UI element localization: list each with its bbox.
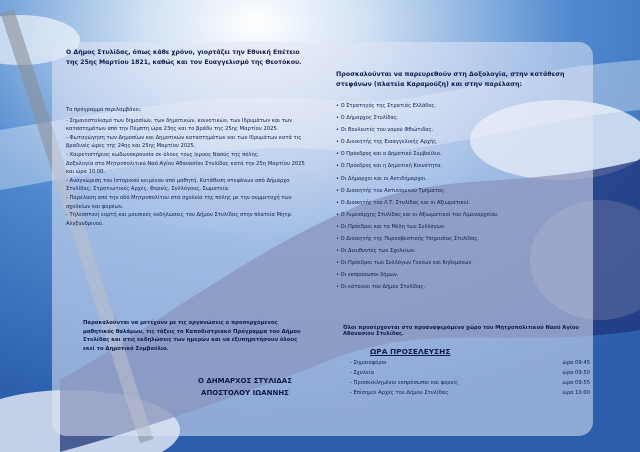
- program-item: - Φωταγώγηση των Δημοσίων και Δημοτικών καταστημάτων και των Ιδρυμάτων κατά τις βραδινές ώρες της 24ης και 25ης Μαρτίου 2025.: [66, 134, 302, 150]
- right-column: [336, 70, 581, 294]
- invitee-item: • Ο Στρατηγός της Στρατιάς Ελλάδος.: [336, 100, 581, 112]
- left-column: [66, 48, 311, 228]
- invitee-item: • Οι κάτοικοι του Δήμου Στυλίδας.: [336, 281, 581, 293]
- schedule-time: ώρα 10:00: [562, 390, 590, 396]
- invitee-item: • Οι εκπρόσωποι δήμων.: [336, 269, 581, 281]
- schedule-label: - Σχολεία: [350, 370, 375, 376]
- program-item: - Σημαιοστολισμό των δημοσίων, των δημοτικών, κοινοτικών, των Ιδρυμάτων και των καταστημάτων από την Πέμπτη ώρα 23ης και το βράδυ της 25ης Μαρτίου 2025.: [66, 117, 293, 133]
- invitee-item: • Ο Πρόεδρος και η Δημοτική Κοινότητα.: [336, 160, 581, 172]
- schedule-row: [350, 360, 590, 370]
- program-title: Το πρόγραμμα περιλαμβάνει:: [66, 107, 142, 113]
- signature-title: Ο ΔΗΜΑΡΧΟΣ ΣΤΥΛΙΔΑΣ: [197, 377, 292, 385]
- schedule-time: ώρα 09:55: [562, 380, 590, 386]
- invitee-item: • Ο Διοικητής της Εισαγγελικής Αρχής.: [336, 136, 581, 148]
- intro-paragraph: Ο Δήμος Στυλίδας, όπως κάθε χρόνο, γιορτάζει την Εθνική Επέτειο της 25ης Μαρτίου 1821, καθώς και τον Ευαγγελισμό της Θεοτόκου.: [66, 49, 302, 66]
- signature-block: [185, 375, 305, 399]
- invite-heading: Προσκαλούνται να παρευρεθούν στη Δοξολογία, στην κατάθεση στεφάνων (πλατεία Καραμούζη) και στην παρέλαση:: [336, 71, 565, 88]
- program-item: - Αναγνώριση του Ιστορικού κειμένου από μαθητή. Κατάθεση στεφάνων από Δήμαρχο Στυλίδας, Στρατιωτικές Αρχές, Φορείς, Συλλόγους, Σωματεία.: [66, 177, 290, 193]
- invite-footer: Όλοι προσέρχονται στο προαναφερόμενο χώρο του Μητροπολιτικού Ναού Αγίου Αθανασίου Στυλίδας.: [343, 325, 579, 337]
- invitee-item: • Οι Πρόεδροι και τα Μέλη των Συλλόγων.: [336, 221, 581, 233]
- schedule-table: [350, 360, 590, 400]
- invitee-item: • Ο Διοικητής του Λ.Τ. Στυλίδας και οι Αξιωματικοί.: [336, 197, 581, 209]
- invitee-item: • Ο Διοικητής του Αστυνομικού Τμήματος.: [336, 185, 581, 197]
- invitee-item: • Ο Λιμενάρχης Στυλίδας και οι Αξιωματικοί του Λιμεναρχείου.: [336, 209, 581, 221]
- invitee-item: • Ο Διοικητής της Πυροσβεστικής Υπηρεσίας Στυλίδας.: [336, 233, 581, 245]
- schedule-title: ΩΡΑ ΠΡΟΣΕΛΕΥΣΗΣ: [370, 347, 451, 356]
- invitee-item: • Ο Δήμαρχος Στυλίδας.: [336, 112, 581, 124]
- invitee-item: • Οι Δήμαρχοι και οι Αντιδήμαρχοι.: [336, 173, 581, 185]
- program-item: - Χαιρετιστήριος κωδωνοκρουσία σε όλους τους Ιερούς Ναούς της πόλης.: [66, 151, 260, 158]
- schedule-row: [350, 380, 590, 390]
- program-item: - Τηλεοπτική εορτή και μουσικές εκδηλώσεις του Δήμου Στυλίδας στην πλατεία Μητρ. Αλεξανδρινού.: [66, 212, 293, 227]
- schedule-row: [350, 370, 590, 380]
- schedule-label: - Προσκεκλημένοι εκπρόσωποι και φορείς: [350, 380, 459, 386]
- schedule-row: [350, 390, 590, 400]
- invitee-item: • Οι Πρόεδροι των Συλλόγων Γονέων και Κηδεμόνων.: [336, 257, 581, 269]
- schedule-label: - Σημαιοφόροι: [350, 360, 387, 366]
- program-item: - Παρέλαση από την οδό Μητροπολίτου στα σχολεία της πόλης με την συμμετοχή των σχολείων και φορέων.: [66, 194, 292, 210]
- schedule-label: - Επίσημοι Αρχές του Δήμου Στυλίδας: [350, 390, 449, 396]
- invitee-item: • Οι Βουλευτές του νομού Φθιώτιδας.: [336, 124, 581, 136]
- signature-name: ΑΠΟΣΤΟΛΟΥ ΙΩΑΝΝΗΣ: [201, 389, 289, 397]
- invitee-item: • Ο Πρόεδρος και ο Δημοτικό Συμβούλιο.: [336, 148, 581, 160]
- schedule-time: ώρα 09:45: [562, 360, 590, 366]
- program-item: Δοξολογία στο Μητροπολιτικό Ναό Αγίου Αθανασίου Στυλίδας κατά την 25η Μαρτίου 2025 και ώρα 10.00.: [66, 160, 305, 176]
- schedule-time: ώρα 09:50: [562, 370, 590, 376]
- closing-paragraph: Παρακαλούνται να μετέχουν με τις οργανώσεις ο προσερχόμενος μαθητικός θαλάμων, τις τάξεις το Καποδιστριακό Πρόγραμμα του Δήμου Στυλίδας και στις εκδηλώσεις των ημερών και να εξυπηρετήσουν όλους εκεί το Δημοτικό Συμβούλιο.: [83, 320, 301, 352]
- invitee-item: • Οι Διευθυντές των Σχολείων.: [336, 245, 581, 257]
